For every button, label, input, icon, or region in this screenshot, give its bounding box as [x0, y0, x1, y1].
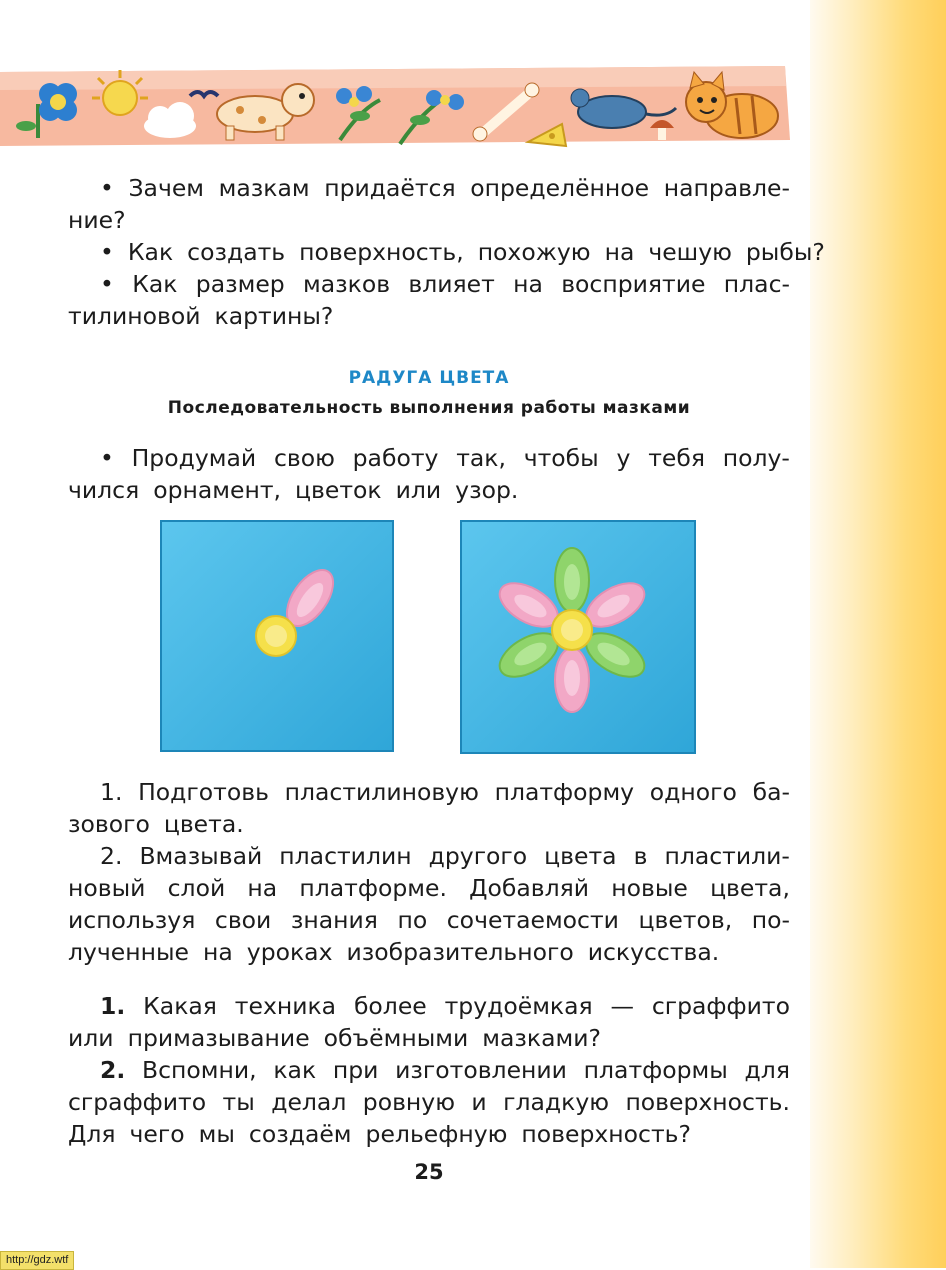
word: в: [633, 842, 648, 870]
word: Какая: [143, 992, 217, 1020]
word: Продумай: [131, 444, 257, 472]
word: ровную: [362, 1088, 455, 1116]
word: Подготовь: [138, 778, 269, 806]
word: по: [397, 906, 428, 934]
word: по-: [751, 906, 790, 934]
word: поверхность.: [625, 1088, 790, 1116]
review-question: [68, 1054, 790, 1150]
word: работу: [352, 444, 439, 472]
text-line: [68, 808, 790, 840]
question-number: 2.: [100, 1056, 126, 1084]
word: сграффито: [68, 1088, 207, 1116]
word: ние?: [68, 206, 126, 234]
word: создать: [187, 238, 286, 266]
text-line: [68, 990, 790, 1022]
word: цвета: [544, 842, 617, 870]
word: на: [203, 938, 233, 966]
word: рыбы?: [745, 238, 825, 266]
word: цветок: [295, 476, 382, 504]
word: полу-: [722, 444, 790, 472]
word: ты: [222, 1088, 255, 1116]
text-line: [68, 1054, 790, 1086]
word: влияет: [408, 270, 495, 298]
word: поверхность,: [299, 238, 464, 266]
word: на: [604, 238, 635, 266]
word: узор.: [455, 476, 519, 504]
text-line: [68, 904, 790, 936]
text-line: [68, 872, 790, 904]
word: и: [471, 1088, 487, 1116]
text-line: [68, 840, 790, 872]
text-line: [68, 776, 790, 808]
word: рельефную: [365, 1120, 508, 1148]
word: платформу: [494, 778, 635, 806]
word: Как: [127, 238, 174, 266]
step-2-illustration: [460, 520, 696, 754]
word: Зачем: [128, 174, 205, 202]
question-number: 1.: [100, 992, 126, 1020]
text-line: [68, 300, 790, 332]
word: определённое: [470, 174, 650, 202]
word: знания: [290, 906, 378, 934]
word: сграффито: [651, 992, 790, 1020]
word: или: [68, 1024, 114, 1052]
word: на: [513, 270, 543, 298]
word: похожую: [477, 238, 591, 266]
word: Вмазывай: [139, 842, 263, 870]
word: платформе.: [299, 874, 447, 902]
decorative-banner: [0, 64, 790, 150]
word: мазками?: [482, 1024, 601, 1052]
word: делал: [271, 1088, 347, 1116]
word: чешую: [648, 238, 732, 266]
word: —: [610, 992, 634, 1020]
word: техника: [234, 992, 337, 1020]
text-line: [68, 204, 790, 236]
word: 1.: [100, 778, 123, 806]
word: другого: [428, 842, 528, 870]
word: изготовлении: [395, 1056, 567, 1084]
step-item: [68, 840, 790, 968]
word: плас-: [723, 270, 790, 298]
word: орнамент,: [153, 476, 282, 504]
review-question: [68, 990, 790, 1054]
text-line: [68, 936, 790, 968]
word: картины?: [214, 302, 334, 330]
word: тилиновой: [68, 302, 201, 330]
word: новый: [68, 874, 146, 902]
word: Добавляй: [469, 874, 590, 902]
intro-question: [68, 268, 790, 332]
pink-petal: [555, 648, 589, 712]
word: поверхность?: [521, 1120, 691, 1148]
word: мазкам: [218, 174, 310, 202]
word: одного: [649, 778, 737, 806]
text-line: [68, 268, 790, 300]
steps-list: [68, 776, 790, 968]
word: •: [100, 444, 114, 472]
word: лученные: [68, 938, 190, 966]
word: изобразительного: [346, 938, 574, 966]
word: Вспомни,: [142, 1056, 257, 1084]
word: более: [353, 992, 427, 1020]
section-title: РАДУГА ЦВЕТА: [348, 368, 510, 388]
word: для: [744, 1056, 790, 1084]
word: гладкую: [503, 1088, 610, 1116]
word: ба-: [752, 778, 790, 806]
word: платформы: [583, 1056, 728, 1084]
word: пластилиновую: [284, 778, 479, 806]
word: пластилин: [279, 842, 412, 870]
review-questions: [68, 990, 790, 1150]
text-line: [68, 442, 790, 474]
word: цвета.: [163, 810, 244, 838]
task-bullet: [68, 442, 790, 506]
word: трудоёмкая: [444, 992, 593, 1020]
word: мазков: [303, 270, 391, 298]
green-petal: [555, 548, 589, 612]
word: на: [247, 874, 278, 902]
word: так,: [456, 444, 506, 472]
word: цвета,: [710, 874, 790, 902]
word: у: [616, 444, 631, 472]
word: чего: [129, 1120, 185, 1148]
word: примазывание: [127, 1024, 310, 1052]
word: придаётся: [324, 174, 456, 202]
text-line: [68, 236, 825, 268]
yellow-center: [552, 610, 592, 650]
intro-question: [68, 172, 790, 236]
page-number: 25: [414, 1160, 444, 1184]
word: создаём: [248, 1120, 352, 1148]
text-line: [68, 474, 790, 506]
word: 2.: [100, 842, 123, 870]
word: или: [395, 476, 442, 504]
word: чтобы: [523, 444, 599, 472]
word: слой: [167, 874, 226, 902]
word: при: [332, 1056, 379, 1084]
word: Как: [132, 270, 178, 298]
word: тебя: [648, 444, 705, 472]
word: зового: [68, 810, 150, 838]
word: свою: [273, 444, 335, 472]
word: •: [100, 174, 114, 202]
text-line: [68, 1118, 790, 1150]
word: как: [273, 1056, 317, 1084]
word: восприятие: [561, 270, 706, 298]
word: чился: [68, 476, 140, 504]
text-line: [68, 172, 790, 204]
intro-questions: [68, 172, 825, 332]
text-line: [68, 1086, 790, 1118]
word: уроках: [246, 938, 333, 966]
page-side-strip: [810, 0, 946, 1268]
word: объёмными: [323, 1024, 469, 1052]
word: свои: [214, 906, 272, 934]
word: •: [100, 270, 114, 298]
word: Для: [68, 1120, 116, 1148]
step-item: [68, 776, 790, 840]
word: мы: [198, 1120, 235, 1148]
word: направле-: [663, 174, 790, 202]
word: •: [100, 238, 114, 266]
section-subtitle: Последовательность выполнения работы мазками: [167, 398, 691, 418]
word: размер: [195, 270, 285, 298]
word: новые: [611, 874, 688, 902]
watermark-link[interactable]: http://gdz.wtf: [0, 1251, 74, 1270]
intro-question: [68, 236, 825, 268]
word: искусства.: [587, 938, 720, 966]
word: сочетаемости: [446, 906, 619, 934]
word: цветов,: [638, 906, 733, 934]
yellow-center: [256, 616, 296, 656]
word: используя: [68, 906, 196, 934]
step-1-illustration: [160, 520, 394, 752]
text-line: [68, 1022, 790, 1054]
word: пластили-: [664, 842, 790, 870]
